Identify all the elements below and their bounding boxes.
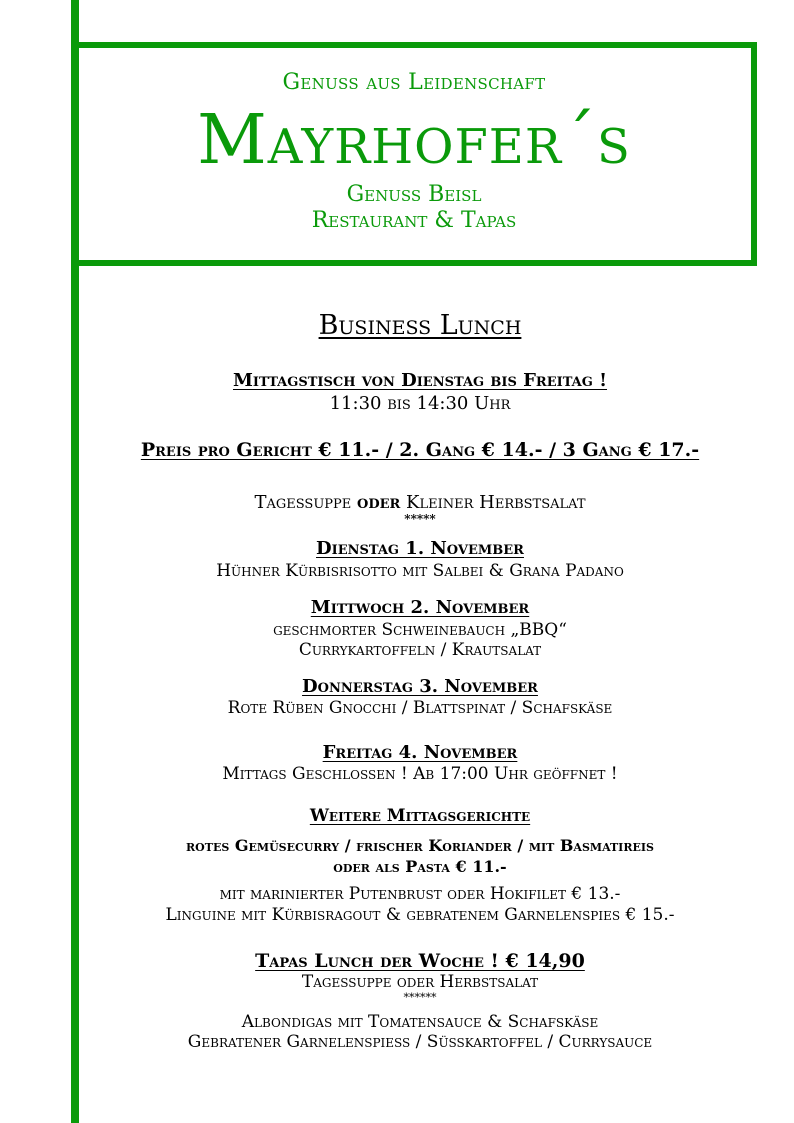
starter-soup: Tagessuppe — [254, 492, 352, 513]
more-dish-line-3: mit marinierter Putenbrust oder Hokifilet € 13.- — [219, 884, 621, 904]
brand-name: Mayrhofer´s — [197, 101, 631, 180]
more-dish-line-4: Linguine mit Kürbisragout & gebratenem Garnelenspies € 15.- — [165, 905, 675, 925]
hours-heading: Mittagstisch von Dienstag bis Freitag ! — [232, 370, 608, 391]
tapas-line-2: Albondigas mit Tomatensauce & Schafskäse — [241, 1012, 599, 1032]
starter-line — [80, 492, 760, 513]
dish-friday: Mittags Geschlossen ! Ab 17:00 Uhr geöffnet ! — [222, 764, 618, 784]
dish-tuesday: Hühner Kürbisrisotto mit Salbei & Grana Padano — [216, 561, 624, 581]
starter-salad: Kleiner Herbstsalat — [406, 492, 586, 513]
hours-text: 11:30 bis 14:30 Uhr — [329, 393, 511, 414]
dish-thursday: Rote Rüben Gnocchi / Blattspinat / Schafskäse — [227, 698, 613, 718]
more-dish-line-2: oder als Pasta € 11.- — [333, 857, 507, 876]
more-dishes-heading: Weitere Mittagsgerichte — [309, 806, 531, 826]
dish-wednesday-1: geschmorter Schweinebauch „BBQ“ — [273, 620, 567, 640]
subtitle-restaurant: Restaurant & Tapas — [311, 208, 517, 233]
more-dish-line-1: rotes Gemüsecurry / frischer Koriander / mit Basmatireis — [186, 836, 654, 855]
subtitle-beisl: Genuss Beisl — [346, 182, 482, 207]
tapas-separator: ****** — [403, 991, 437, 1004]
starter-or: oder — [357, 492, 401, 513]
tapas-heading: Tapas Lunch der Woche ! € 14,90 — [255, 950, 585, 972]
separator-stars: ***** — [404, 512, 436, 526]
tapas-starter: Tagessuppe oder Herbstsalat — [301, 972, 539, 992]
header-box — [77, 42, 757, 266]
day-heading-tuesday: Dienstag 1. November — [316, 538, 524, 559]
pricing-line: Preis pro Gericht € 11.- / 2. Gang € 14.- / 3 Gang € 17.- — [140, 439, 700, 461]
day-heading-thursday: Donnerstag 3. November — [302, 676, 538, 697]
dish-wednesday-2: Currykartoffeln / Krautsalat — [298, 640, 542, 660]
day-heading-friday: Freitag 4. November — [322, 742, 518, 763]
day-heading-wednesday: Mittwoch 2. November — [310, 597, 530, 618]
menu-title: Business Lunch — [318, 310, 522, 341]
tapas-line-3: Gebratener Garnelenspiess / Süsskartoffel / Currysauce — [187, 1032, 653, 1052]
tagline: Genuss aus Leidenschaft — [282, 70, 546, 95]
